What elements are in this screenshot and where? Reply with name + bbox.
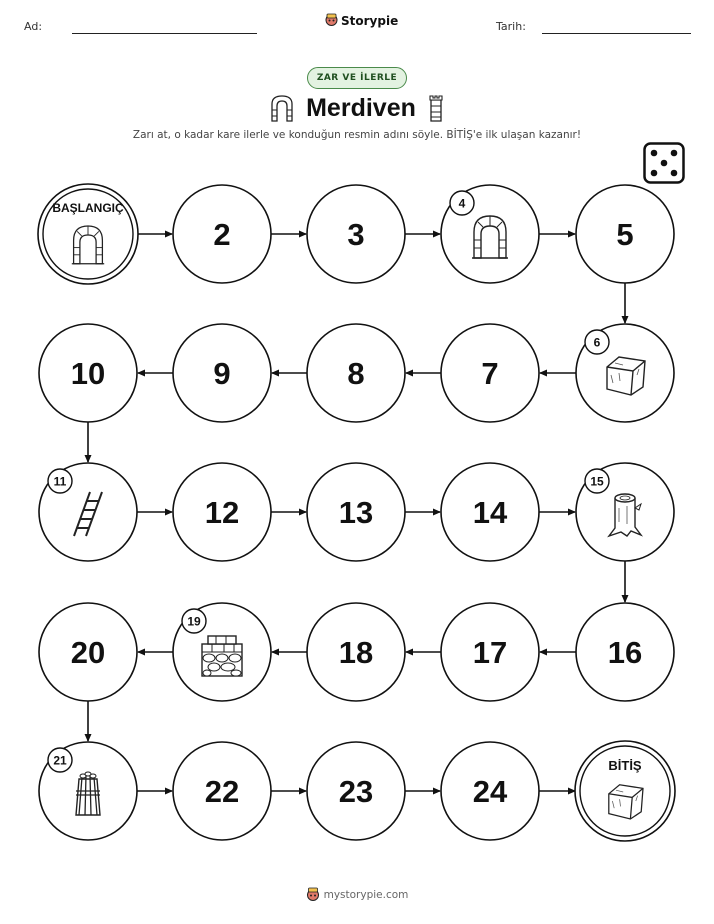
- game-type-badge: ZAR VE İLERLE: [307, 67, 407, 89]
- square-number: 17: [472, 635, 508, 670]
- name-label: Ad:: [24, 20, 43, 33]
- square-6[interactable]: [576, 324, 674, 422]
- square-9[interactable]: [173, 324, 271, 422]
- square-18[interactable]: [307, 603, 405, 701]
- square-15[interactable]: [576, 463, 674, 561]
- square-number: 20: [70, 635, 106, 670]
- square-number: 4: [458, 196, 466, 211]
- square-number: 19: [187, 614, 201, 629]
- square-13[interactable]: [307, 463, 405, 561]
- square-17[interactable]: [441, 603, 539, 701]
- square-12[interactable]: [173, 463, 271, 561]
- stone-block-icon: [607, 357, 645, 395]
- square-number: 3: [347, 217, 365, 252]
- square-16[interactable]: [576, 603, 674, 701]
- square-number: 10: [70, 356, 106, 391]
- square-24[interactable]: [441, 742, 539, 840]
- square-3[interactable]: [307, 185, 405, 283]
- title-text: Merdiven: [306, 93, 416, 122]
- square-number: 9: [213, 356, 231, 391]
- square-5[interactable]: [576, 185, 674, 283]
- square-number: 15: [590, 474, 604, 489]
- square-number: 16: [607, 635, 643, 670]
- stone-wall-icon: [202, 636, 242, 676]
- start-label: BAŞLANGIÇ: [52, 201, 124, 215]
- square-4[interactable]: [441, 185, 539, 283]
- stone-block-icon: [609, 785, 643, 819]
- square-number: 7: [481, 356, 499, 391]
- square-10[interactable]: [39, 324, 137, 422]
- square-7[interactable]: [441, 324, 539, 422]
- square-number: 14: [472, 495, 508, 530]
- square-number: 12: [204, 495, 240, 530]
- square-number: 24: [472, 774, 508, 809]
- square-number: 5: [616, 217, 634, 252]
- square-21[interactable]: [39, 742, 137, 840]
- square-14[interactable]: [441, 463, 539, 561]
- square-number: 13: [338, 495, 374, 530]
- square-number: 11: [53, 474, 67, 489]
- square-number: 2: [213, 217, 231, 252]
- square-20[interactable]: [39, 603, 137, 701]
- square-number: 21: [53, 753, 67, 768]
- instructions: Zarı at, o kadar kare ilerle ve konduğun resmin adını söyle. BİTİŞ'e ilk ulaşan kazanır!: [132, 129, 582, 141]
- square-start[interactable]: [38, 184, 138, 284]
- square-19[interactable]: [173, 603, 271, 701]
- square-number: 23: [338, 774, 374, 809]
- square-number: 6: [593, 335, 601, 350]
- square-22[interactable]: [173, 742, 271, 840]
- brand-name: Storypie: [341, 13, 399, 28]
- square-8[interactable]: [307, 324, 405, 422]
- footer: [0, 887, 714, 902]
- date-label: Tarih:: [496, 20, 526, 33]
- square-11[interactable]: [39, 463, 137, 561]
- finish-label: BİTİŞ: [608, 758, 642, 773]
- square-number: 8: [347, 356, 365, 391]
- square-2[interactable]: [173, 185, 271, 283]
- square-finish[interactable]: [575, 741, 675, 841]
- footer-site: mystorypie.com: [323, 888, 409, 901]
- square-number: 22: [204, 774, 240, 809]
- square-23[interactable]: [307, 742, 405, 840]
- mascot-icon: [306, 887, 320, 902]
- square-number: 18: [338, 635, 374, 670]
